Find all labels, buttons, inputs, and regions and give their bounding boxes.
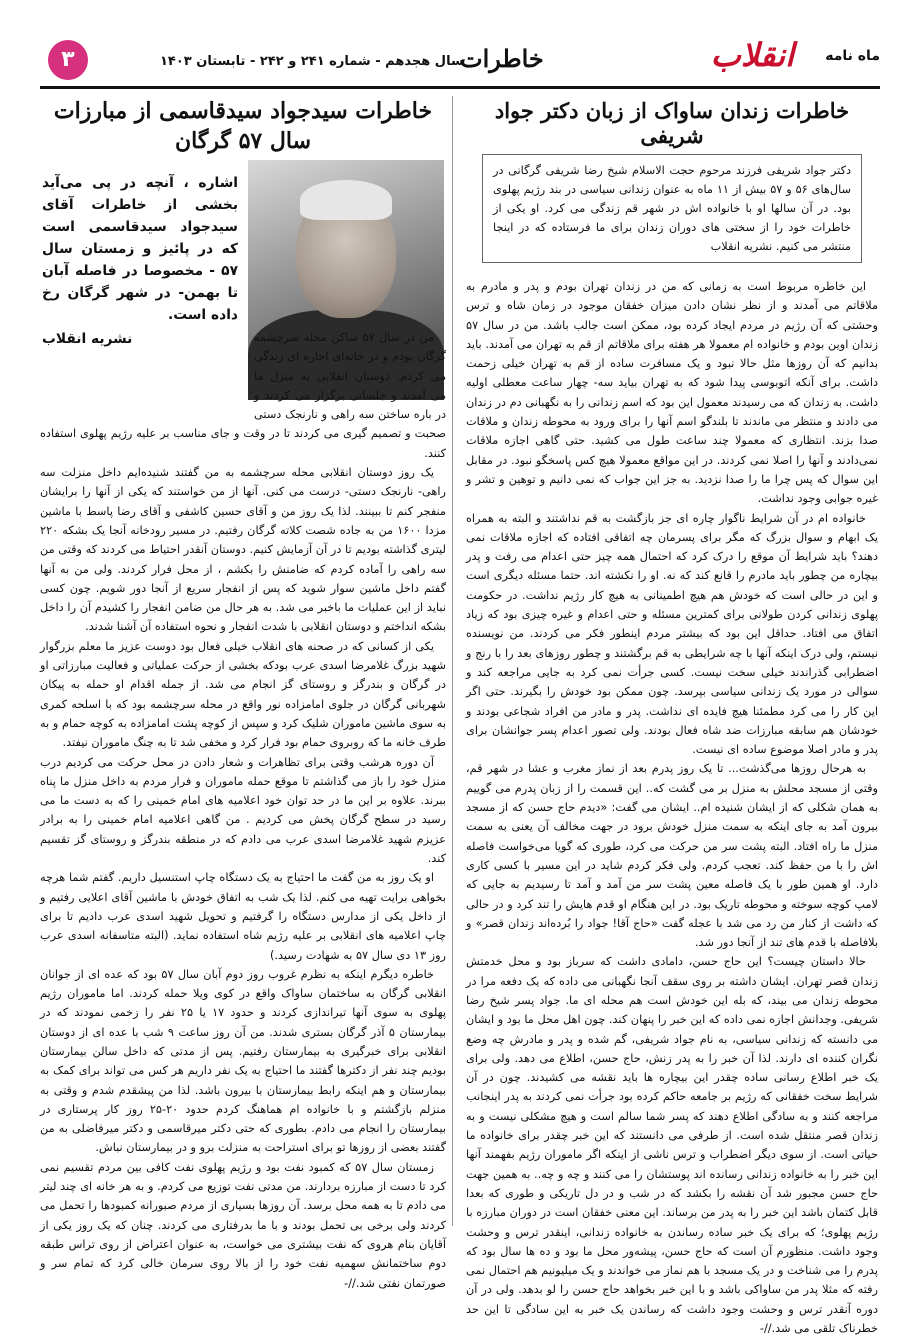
paragraph: یک روز دوستان انقلابی محله سرچشمه به من گفتند شنیده‌ایم داخل منزلت سه راهی- نارنجک دستی- درست می کنی. آنها از من خواستند که یکی از آنها را برایشان منفجر کنم تا ببینند. لذا یک روز من و آقای حسین کاشفی و آقای رضا پاسط با ماشین مزدا ۱۶۰۰ من به جاده شصت کلاته گرگان رفتیم. در مسیر رودخانه آنجا یک بشکه ۲۲۰ لیتری گذاشته بودیم تا در آن آزمایش کنیم. دوستان آنقدر احتیاط می کردند که وقتی من سه راهی را آماده کردم که ضامنش را بکشم ، از محل فرار کردند. ولی من به آنها گفتم داخل ماشین سوار شوید که پس از انفجار سریع از آنجا دور شویم. چون کسی نباید از این عملیات ما باخبر می شد. به هر حال من ضامن انفجار را کشیدم آن را داخل بشکه انداختم و دوستان انقلابی با شدت انفجار و نحوه استفاده آن آشنا شدند. [40, 466, 446, 634]
column-divider [452, 96, 453, 1226]
page-number-badge: ۳ [48, 40, 88, 80]
section-title: خاطرات [460, 44, 544, 73]
left-article-body [40, 328, 446, 1293]
paragraph: یکی از کسانی که در صحنه های انقلاب خیلی فعال بود دوست عزیز ما معلم بزرگوار شهید بزرگ غلامرضا اسدی عرب بودکه بخشی از حرکت عملیاتی و فعالیت مبارزاتی او در گرگان و بندرگز و روستای گز انجام می شد. از جمله اقدام او حمله به پیکان شهربانی گرگان در جلوی امامزاده نور واقع در محله سرچشمه بود که با اسلحه کمری به سوی ماشین ماموران شلیک کرد و سپس از کوچه پشت امامزاده به کوچه حمام و به طرف خانه ما که روبروی حمام بود فرار کرد و مخفی شد تا به چنگ ماموران نیفتد. [40, 639, 446, 750]
left-intro-text: اشاره ، آنچه در پی می‌آید بخشی از خاطرات آقای سیدجواد سیدقاسمی است که در پائیز و زمستان سال ۵۷ - مخصوصا در فاصله آبان تا بهمن- در شهر گرگان رخ داده است. [42, 175, 238, 323]
right-article [462, 92, 882, 1338]
issue-info: سال هجدهم - شماره ۲۴۱ و ۲۴۲ - تابستان ۱۴۰۳ [160, 54, 464, 69]
paragraph: خاطره دیگرم اینکه به نظرم غروب روز دوم آبان سال ۵۷ بود که عده ای از جوانان انقلابی گرگان به ساختمان ساواک واقع در کوی ویلا حمله کردند. اما ماموران رژیم پهلوی به سوی آنها تیراندازی کردند و حدود ۱۷ یا ۲۵ نفر را زخمی نمودند که در بیمارستان ۵ آذر گرگان بستری شدند. من آن روز ساعت ۹ شب با عده ای از دوستان انقلابی برای خبرگیری به بیمارستان رفتیم. پس از مدتی که داخل سالن بیمارستان بودیم چند نفر از دکترها گفتند ما احتیاج به یک نفر داریم هر کس می تواند برای کمک به بیمارستان و هم اینکه رابط بیمارستان با بیرون باشد. لذا من پیشقدم شدم و وقتی به منزلم بازگشتم و با خانواده ام هماهنگ کردم حدود ۲۰-۲۵ روز کار پرستاری در بیمارستان را انجام می دادم. بطوری که حتی دکتر میرقاسمی و دکتر میرفاضلی به من گفتند بعضی از روزها تو برای استراحت به منزلت برو و در بیمارستان نباش. [40, 967, 447, 1155]
magazine-label: ماه نامه [825, 48, 880, 64]
paragraph: زمستان سال ۵۷ که کمبود نفت بود و رژیم پهلوی نفت کافی بین مردم تقسیم نمی کرد تا دست از مبارزه بردارند. من مدتی نفت توزیع می کردم. و به هر خانه ای چند لیتر می دادم تا به همه محل برسد. آن روزها بسیاری از مردم صبورانه کمبودها را تحمل می کردند ولی برخی بی تحمل بودند و با ما بدرفتاری می کردند. چنان که یک روز یکی از آقایان بنام هروی که نفت بیشتری می خواست، به عنوان اعتراض از روی تراس طبقه دوم ساختمانش سهمیه نفت خود را از بالا روی سرمان خالی کرد که تمام سر و صورتمان نفتی شد.//- [40, 1160, 446, 1290]
paragraph: من در سال ۵۷ ساکن محله سرچشمه گرگان بودم و در خانه‌ای اجاره ای زندگی می کردم. دوستان انقلابی به منزل ما می آمدند و جلساتی برگزار می کردند و در باره ساختن سه راهی و نارنجک دستی صحبت و تصمیم گیری می کردند تا در وقت و جای مناسب بر علیه رژیم پهلوی استفاده کنند. [40, 331, 446, 460]
paragraph: او یک روز به من گفت ما احتیاج به یک دستگاه چاپ استنسیل داریم. گفتم شما هرچه بخواهی برایت تهیه می کنم. لذا یک شب به اتفاق خودش با ماشین آقای اعلایی رفتیم و از داخل یکی از مدارس دستگاه را گرفتیم و تحویل شهید اسدی عرب دادیم تا برای چاپ اعلامیه های انقلابی بر علیه رژیم شاه استفاده نماید. (البته متاسفانه اسدی عرب روز ۱۳ دی سال ۵۷ به شهادت رسید.) [40, 871, 446, 962]
right-article-intro: دکتر جواد شریفی فرزند مرحوم حجت الاسلام شیخ رضا شریفی گرگانی در سال‌های ۵۶ و ۵۷ بیش از ۱۱ ماه به عنوان زندانی سیاسی در بند رژیم پهلوی بود. در آن سالها او با خانواده اش در شهر قم زندگی می کرد. او یکی از خاطرات خود را از سختی های دوران زندان برای ما فرستاده که در اینجا منتشر می کنیم. نشریه انقلاب [482, 154, 862, 263]
right-article-title: خاطرات زندان ساواک از زبان دکتر جواد شریفی [494, 98, 850, 148]
left-article [40, 92, 447, 1290]
left-intro-signature: نشریه انقلاب [42, 331, 133, 347]
paragraph: به هرحال روزها می‌گذشت... تا یک روز پدرم بعد از نماز مغرب و عشا در شهر قم، وقتی از مسجد محلش به منزل بر می گشت که.. این قسمت را از زبان پدرم می گوییم به همان شکلی که از ایشان شنیده ام.. ایشان می گفت: «دیدم حاج حسن که از مسجد بیرون آمد به جای اینکه به سمت منزل خودش برود در جهت مخالف آن یعنی به سمت منزل ما راه افتاد. البته پشت سر من حرکت می کرد، طوری که گویا می‌خواست فاصله اش را با من حفظ کند. تعجب کردم. ولی فکر کردم شاید در این مسیر با کسی کاری دارد. او همین طور با یک فاصله معین پشت سر من آمد و آمد تا رسیدیم به جایی که لامپ کوچه سوخته و محوطه تاریک بود. در این هنگام او قدم هایش را تند کرد و در حالی که داشت از کنار من رد می شد با عجله گفت «حاج آقا! جواد را بُرده‌اند زندان قصر» و بلافاصله با قدم های تند از آنجا دور شد. [466, 762, 878, 950]
photo-hair [300, 180, 392, 220]
paragraph: حالا داستان چیست؟ این حاج حسن، دامادی داشت که سرباز بود و محل خدمتش زندان قصر تهران. ایشان داشته بر روی سقف آنجا نگهبانی می داده که یک دفعه مرا در محوطه زندان می بیند، که بله این خودش است هم محله ای ما. جواد پسر شیخ رضا شریفی. وجدانش اجازه نمی داده که این خبر را پنهان کند. چون اهل محل ما بود و ایشان می دانسته که زندانی سیاسی، به نام جواد شریفی، گم شده و پدر و مادرش چه وضع نگران کننده ای دارند. لذا آن خبر را به پدر زنش، حاج حسن، اطلاع می دهد. ولی برای یک خبر اطلاع رسانی ساده چقدر این بیچاره ها باید نقشه می کشیدند. چون در آن شرایط سخت خفقانی که رژیم بر جامعه حاکم کرده بود جرأت نمی کردند به پدر اینجانب مراجعه کنند و به سادگی اطلاع دهند که پسر شما سالم است و هیچ مشکلی نیست و به زندان قصر منتقل شده است. از طرفی می دانستند که این خبر چقدر برای خانواده ما حیاتی است. از سوی دیگر اضطراب و ترس ناشی از اینکه اگر ماموران رژیم بفهمند آنها این خبر را به خانواده زندانی رسانده اند پوستشان را می کنند و چه و چه.. به همین جهت حاج حسن مجبور شد آن نقشه را بکشد که در شب و در دل تاریکی و طوری که بعدا قابل کتمان باشد این خبر را به پدر من برساند. این معنی خفقان است در دوران مبارزه با رژیم پهلوی؛ که برای یک خبر ساده رساندن به خانواده زندانی، اینقدر ترس و وحشت وجود داشت. منظورم آن است که حاج حسن، پیشه‌ور محل ما بود و ده ها سال بود که پدرم را می شناخت و در یک مسجد با هم نماز می خواندند و یک میلیونیم هم احتمال نمی رفته که مثلا پدر من ساواکی باشد و با این خبر بخواهد حاج حسن را لو بدهد. ولی در آن دوره آنقدر ترس و وحشت وجود داشت که رساندن یک خبر به این سادگی تا این حد خطرناک تلقی می شد.//- [466, 955, 878, 1336]
left-article-intro [42, 172, 238, 350]
right-article-body [462, 277, 882, 1338]
paragraph: خانواده ام در آن شرایط ناگوار چاره ای جز بازگشت به قم نداشتند و البته به همراه یک ابهام و سوال بزرگ که مگر برای پسرمان چه اتفاقی افتاده که اجازه ملاقات نمی دهند؟ باید شرایط آن موقع را درک کرد که احتمال همه چیز حتی اعدام می رفت و پدر بیچاره من چطور باید مادرم را قانع کند که نه. او را نکشته اند. حتما مسئله دیگری است و این در حالی است که خودش هم هیچ اطمینانی به هیچ کار رژیم نداشت. در حکومت پهلوی زندانی کردن طولانی برای کمترین مسئله و حتی اعدام و غیره چیزی بود که زیاد اتفاق می افتاد. حداقل این بود که بیشتر مردم اینطور فکر می کردند. من نویسنده نیستم، ولی درک اینکه آنها با چه شرایطی به قم برگشتند و چطور روزهای بعد را با رنج و اضطرابی گذراندند خیلی سخت نیست. کسی جرأت نمی کرد به جایی مراجعه کند و سوالی در مورد یک زندانی سیاسی بپرسد. چون ممکن بود خودش را بگیرند. حتی اگر این کار را می کرد مطمئنا هیچ فایده ای نداشت. پدر و مادر من افراد شجاعی بودند و خودشان هم سابقه مبارزات ضد شاه فعال بودند. ولی تصور اعدام پسر جوانشان برای پدر و مادر اصلا موضوع ساده ای نیست. [466, 511, 878, 757]
paragraph: آن دوره هرشب وقتی برای تظاهرات و شعار دادن در محل حرکت می کردیم درب منزل خود را باز می گذاشتم تا موقع حمله ماموران و فرار مردم به داخل منزل ما پناه ببرند. علاوه بر این ما در حد توان خود اعلامیه های امام خمینی را که به دست ما می رسید در سطح گرگان پخش می کردیم . من گاهی اعلامیه امام خمینی را به برادر عزیزم شهید غلامرضا اسدی عرب می دادم که در منطقه بندرگز و روستای گز تقسیم کند. [40, 755, 446, 866]
photo-wrap-space [40, 328, 254, 408]
magazine-logo: انقلاب [710, 36, 794, 74]
masthead [40, 36, 880, 82]
paragraph: این خاطره مربوط است به زمانی که من در زندان تهران بودم و پدر و مادرم به ملاقاتم می آمدند و از نظر نشان دادن میزان خفقان موجود در زمان شاه و ترس وحشتی که آن رژیم در مردم ایجاد کرده بود، ممکن است جالب باشد. من در سال ۵۷ زندان اوین بودم و خانواده ام معمولا هر هفته برای ملاقاتم از قم به تهران می آمدند. باید بدانیم که آن روزها مثل حالا نبود و یک مسافرت ساده از قم به تهران خیلی زحمت داشت. برای آنکه اتوبوسی پیدا شود که به تهران بیاید سه- چهار ساعت معطلی اولیه داشت. به زندان که می رسیدند معمول این بود که اسم زندانی را به نگهبانی دم در زندان می دادند و منتظر می ماندند تا بلندگو اسم آنها را برای ورود به محوطه زندان و ملاقات صدا بزند. انتظاری که معمولا چند ساعت طول می کشید. حتی گاهی اجازه ملاقات نمی‌دادند و آنها را اصلا نمی کردند. در این مواقع معمولا هیچ کس پاسخگو نبود. در مقابل این سوال که پس چرا ما را صدا نزدید. به جز این جواب که نمی دانیم و توهین و تشر و غیره جوابی وجود نداشت. [466, 280, 878, 506]
left-article-title: خاطرات سیدجواد سیدقاسمی از مبارزات سال ۵۷ گرگان [53, 98, 433, 154]
header-rule [40, 86, 880, 89]
